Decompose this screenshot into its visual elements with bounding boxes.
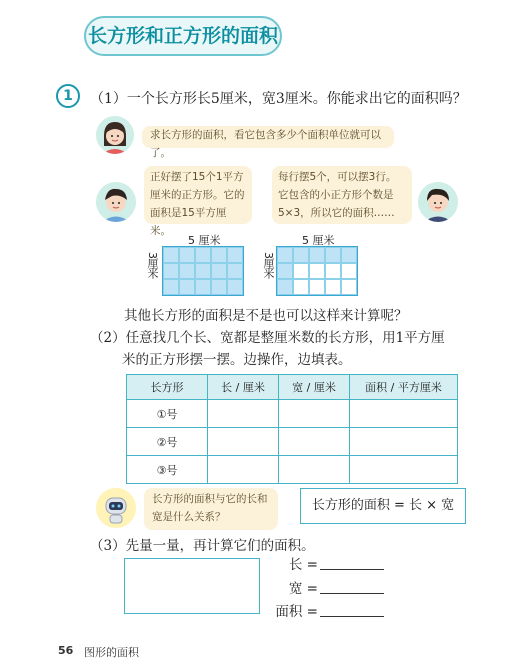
length-blank[interactable] — [320, 568, 384, 570]
boy-left-speech-line: 正好摆了15个1平方 — [150, 171, 244, 183]
boy-right-speech-line: 5×3，所以它的面积…… — [278, 207, 395, 219]
part1-text: （1）一个长方形长5厘米，宽3厘米。你能求出它的面积吗？ — [90, 91, 467, 107]
boy-left-speech-line: 厘米的正方形。它的 — [150, 189, 245, 201]
table-input-cell[interactable] — [208, 428, 279, 456]
robot-speech-line: 宽是什么关系？ — [152, 511, 226, 523]
boy-left-speech-bubble — [144, 166, 252, 237]
boy-right-speech-line: 它包含的小正方形个数是 — [278, 189, 394, 201]
table-input-cell[interactable] — [350, 456, 458, 484]
table-input-cell[interactable] — [208, 400, 279, 428]
length-label: 长 = — [288, 557, 318, 573]
footer-title: 图形的面积 — [84, 646, 139, 659]
area-formula-box: 长方形的面积 = 长 × 宽 — [300, 488, 466, 524]
page-title: 长方形和正方形的面积 — [84, 16, 282, 56]
robot-speech-bubble — [144, 488, 278, 530]
table-header-row — [127, 375, 458, 400]
boy-right-speech-line: 每行摆5个，可以摆3行。 — [278, 171, 397, 183]
width-blank[interactable] — [320, 592, 384, 594]
rectangle-table — [126, 374, 458, 484]
table-input-cell[interactable] — [279, 456, 350, 484]
boy-avatar-right — [418, 182, 458, 222]
robot-avatar — [96, 488, 136, 528]
part2-line1: （2）任意找几个长、宽都是整厘米数的长方形，用1平方厘 — [90, 330, 445, 346]
table-input-cell[interactable] — [350, 400, 458, 428]
boy-avatar-left-icon — [96, 182, 136, 222]
table-header-cell: 面积 / 平方厘米 — [350, 375, 458, 400]
part3-text: （3）先量一量，再计算它们的面积。 — [90, 538, 315, 554]
girl-avatar — [96, 116, 134, 154]
grid1-top-label: 5 厘米 — [188, 234, 221, 247]
table-row-label: ②号 — [127, 428, 208, 456]
table-input-cell[interactable] — [208, 456, 279, 484]
girl-speech-text: 求长方形的面积，看它包含多少个面积单位就可以了。 — [150, 129, 381, 159]
table-input-cell[interactable] — [350, 428, 458, 456]
table-header-cell: 长 / 厘米 — [208, 375, 279, 400]
table-row-label: ③号 — [127, 456, 208, 484]
robot-speech-line: 长方形的面积与它的长和 — [152, 493, 268, 505]
area-blank[interactable] — [320, 615, 384, 617]
boy-right-speech-bubble — [272, 166, 412, 224]
part2-line2: 米的正方形摆一摆。边操作，边填表。 — [122, 352, 352, 368]
grid1-side-label: 3厘米 — [146, 252, 159, 278]
table-row — [127, 456, 458, 484]
robot-icon — [96, 488, 136, 528]
girl-speech-bubble — [142, 126, 394, 159]
table-input-cell[interactable] — [279, 400, 350, 428]
girl-avatar-icon — [96, 116, 134, 154]
table-row — [127, 428, 458, 456]
grid1-filled — [162, 246, 244, 296]
question-number-badge: 1 — [56, 84, 80, 108]
width-label: 宽 = — [288, 581, 318, 597]
question2-text: 其他长方形的面积是不是也可以这样来计算呢？ — [124, 308, 408, 324]
boy-avatar-left — [96, 182, 136, 222]
grid2-top-label: 5 厘米 — [302, 234, 335, 247]
page-number: 56 — [58, 644, 74, 657]
table-header-cell: 宽 / 厘米 — [279, 375, 350, 400]
area-label: 面积 = — [275, 604, 318, 620]
table-input-cell[interactable] — [279, 428, 350, 456]
boy-avatar-right-icon — [418, 182, 458, 222]
grid2-side-label: 3厘米 — [262, 252, 275, 278]
grid2-partial — [276, 246, 358, 296]
table-header-cell: 长方形 — [127, 375, 208, 400]
table-row — [127, 400, 458, 428]
measure-rectangle — [124, 558, 260, 614]
table-row-label: ①号 — [127, 400, 208, 428]
boy-left-speech-line: 面积是15平方厘米。 — [150, 207, 227, 237]
